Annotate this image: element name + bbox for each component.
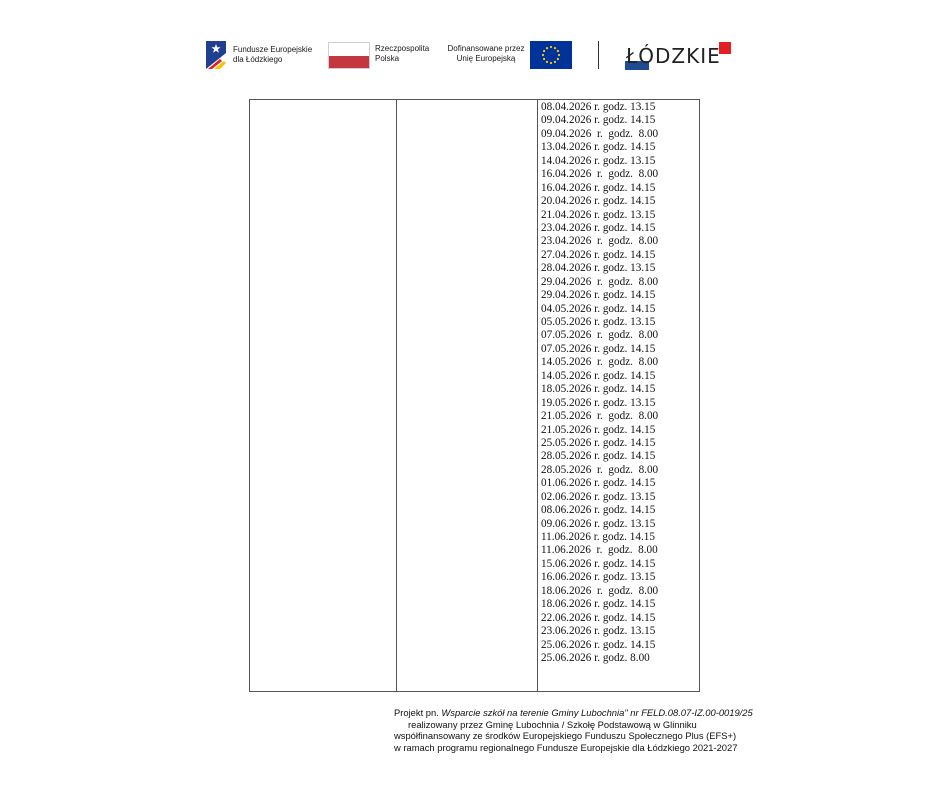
date-entry: 29.04.2026 r. godz. 8.00 [541, 275, 659, 288]
date-entry: 09.04.2026 r. godz. 8.00 [541, 127, 659, 140]
date-entry: 18.06.2026 r. godz. 14.15 [541, 598, 656, 611]
date-entry: 21.04.2026 r. godz. 13.15 [541, 208, 656, 221]
table-column-divider [396, 100, 397, 691]
date-entry: 01.06.2026 r. godz. 14.15 [541, 477, 656, 490]
date-entry: 14.05.2026 r. godz. 8.00 [541, 356, 659, 369]
polish-flag [328, 42, 370, 69]
logo-strip [206, 37, 736, 73]
date-entry: 23.04.2026 r. godz. 14.15 [541, 221, 656, 234]
date-entry: 09.06.2026 r. godz. 13.15 [541, 517, 656, 530]
date-entry: 07.05.2026 r. godz. 14.15 [541, 342, 656, 355]
eu-flag-icon [530, 41, 572, 69]
date-entry: 05.05.2026 r. godz. 13.15 [541, 316, 656, 328]
date-entry: 28.05.2026 r. godz. 8.00 [541, 463, 659, 476]
date-entry: 22.06.2026 r. godz. 14.15 [541, 611, 656, 624]
date-entry: 23.06.2026 r. godz. 13.15 [541, 625, 656, 638]
date-entry: 16.06.2026 r. godz. 13.15 [541, 571, 656, 584]
date-entry: 14.04.2026 r. godz. 13.15 [541, 154, 656, 167]
date-entry: 23.04.2026 r. godz. 8.00 [541, 235, 659, 248]
date-entry: 27.04.2026 r. godz. 14.15 [541, 248, 656, 261]
date-entry: 25.06.2026 r. godz. 8.00 [541, 651, 650, 664]
footer-line-program: w ramach programu regionalnego Fundusze Europejskie dla Łódzkiego 2021-2027 [394, 741, 738, 753]
date-entry: 25.06.2026 r. godz. 14.15 [541, 638, 656, 651]
fe-logo-text: Fundusze Europejskie dla Łódzkiego [233, 45, 313, 64]
date-entry: 18.05.2026 r. godz. 14.15 [541, 383, 656, 396]
date-entry: 29.04.2026 r. godz. 14.15 [541, 289, 656, 302]
date-entry: 28.04.2026 r. godz. 13.15 [541, 262, 656, 275]
eu-cofinanced-text: Dofinansowane przez Unię Europejską [447, 44, 525, 63]
date-entry: 15.06.2026 r. godz. 14.15 [541, 557, 656, 570]
date-entry: 11.06.2026 r. godz. 8.00 [541, 544, 658, 557]
project-footer [394, 707, 753, 753]
date-list [541, 101, 658, 665]
date-entry: 08.04.2026 r. godz. 13.15 [541, 101, 656, 113]
fe-emblem-icon [206, 39, 230, 71]
date-entry: 11.06.2026 r. godz. 14.15 [541, 531, 655, 543]
lodzkie-logo [624, 39, 734, 71]
date-entry: 21.05.2026 r. godz. 8.00 [541, 410, 659, 423]
date-entry: 16.04.2026 r. godz. 14.15 [541, 181, 656, 194]
date-entry: 18.06.2026 r. godz. 8.00 [541, 584, 659, 597]
lodzkie-wordmark: ŁÓDZKIE [626, 44, 721, 68]
project-title: Wsparcie szkół na terenie Gminy Lubochnia" nr FELD.08.07-IZ.00-0019/25 [441, 707, 753, 718]
date-entry: 08.06.2026 r. godz. 14.15 [541, 504, 656, 517]
date-entry: 21.05.2026 r. godz. 14.15 [541, 423, 656, 436]
footer-line-cofinancing: współfinansowany ze środków Europejskiego Funduszu Społecznego Plus (EFS+) [394, 730, 737, 741]
date-entry: 13.04.2026 r. godz. 14.15 [541, 141, 656, 154]
footer-line-realizer: realizowany przez Gminę Lubochnia / Szkołę Podstawową w Glinniku [408, 718, 697, 730]
date-entry: 09.04.2026 r. godz. 14.15 [541, 114, 656, 127]
date-entry: 25.05.2026 r. godz. 14.15 [541, 436, 656, 449]
footer-line-project: Projekt pn. Wsparcie szkół na terenie Gminy Lubochnia" nr FELD.08.07-IZ.00-0019/25 [394, 707, 753, 718]
date-entry: 07.05.2026 r. godz. 8.00 [541, 329, 659, 342]
date-entry: 14.05.2026 r. godz. 14.15 [541, 369, 656, 382]
date-entry: 04.05.2026 r. godz. 14.15 [541, 302, 656, 315]
logo-divider [598, 41, 599, 69]
date-entry: 19.05.2026 r. godz. 13.15 [541, 396, 656, 409]
fundusze-europejskie-logo [206, 39, 318, 71]
date-entry: 20.04.2026 r. godz. 14.15 [541, 195, 656, 208]
schedule-table [249, 99, 700, 692]
date-entry: 02.06.2026 r. godz. 13.15 [541, 490, 656, 503]
rzeczpospolita-polska-text: Rzeczpospolita Polska [375, 44, 430, 63]
date-entry: 16.04.2026 r. godz. 8.00 [541, 168, 659, 181]
table-column-divider [537, 100, 538, 691]
date-entry: 28.05.2026 r. godz. 14.15 [541, 450, 656, 463]
